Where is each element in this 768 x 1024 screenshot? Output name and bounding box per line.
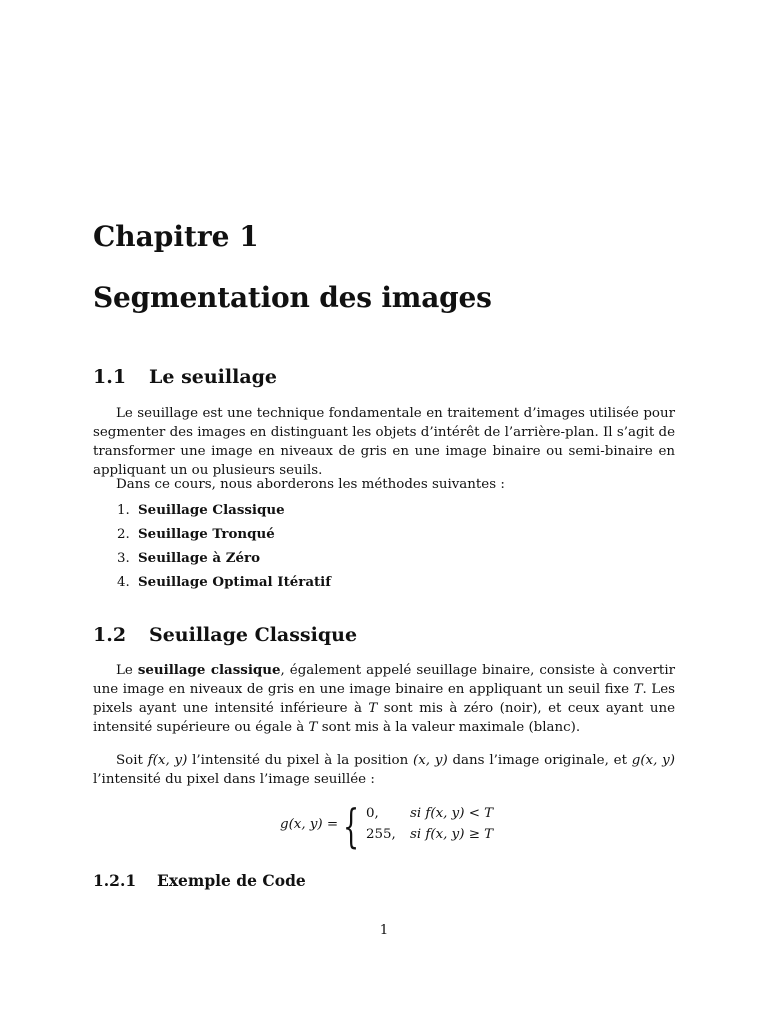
section-number: 1.1 xyxy=(93,366,127,388)
threshold-equation xyxy=(280,799,510,853)
text-run: sont mis à la valeur maximale (blanc). xyxy=(317,720,581,735)
chapter-label: Chapitre 1 xyxy=(93,220,259,253)
left-brace-icon: { xyxy=(343,799,360,853)
case-value: 0, xyxy=(366,806,379,821)
case-value: 255, xyxy=(366,827,396,842)
text-run: sont mis à zéro (noir), et ceux ayant une intensité supérieure ou égale à xyxy=(93,701,675,735)
text-run: l’intensité du pixel à la position xyxy=(187,753,414,768)
methods-intro: Dans ce cours, nous aborderons les méthodes suivantes : xyxy=(116,477,505,492)
text-run: l’intensité du pixel dans l’image seuillée : xyxy=(93,772,375,787)
chapter-title: Segmentation des images xyxy=(93,281,492,314)
section-heading-1-2 xyxy=(93,623,357,647)
list-item xyxy=(117,501,331,525)
section-heading-1-1 xyxy=(93,365,277,389)
list-number: 3. xyxy=(117,551,130,566)
text-run: , également appelé seuillage binaire, consiste à convertir une image en niveaux de gris en une image binaire en appliquant un seuil fixe xyxy=(93,663,676,697)
section-number: 1.2 xyxy=(93,624,127,646)
list-label: Seuillage à Zéro xyxy=(138,550,261,566)
section-1-1-paragraph: Le seuillage est une technique fondamentale en traitement d’images utilisée pour segmenter des images en distinguant les objets d’intérêt de l’arrière-plan. Il s’agit de transformer une image en niveaux de gris en une image binaire ou semi-binaire en appliquant un ou plusieurs seuils. xyxy=(93,406,675,478)
list-number: 1. xyxy=(117,503,130,518)
section-title: Le seuillage xyxy=(149,366,277,388)
math-symbol: T xyxy=(368,701,378,716)
equation-lhs: g(x, y) = xyxy=(280,817,339,832)
list-item xyxy=(117,573,331,597)
equation-case-1 xyxy=(366,806,493,821)
subsection-number: 1.2.1 xyxy=(93,871,137,890)
section-1-2-paragraph-1 xyxy=(93,661,675,737)
section-title: Seuillage Classique xyxy=(149,624,358,646)
text-run: dans l’image originale, et xyxy=(447,753,632,768)
case-condition: si f(x, y) ≥ T xyxy=(410,827,494,842)
math-symbol: g(x, y) xyxy=(631,753,675,768)
math-symbol: T xyxy=(308,720,318,735)
text-run: Soit xyxy=(116,753,148,768)
equation-case-2 xyxy=(366,827,493,842)
list-label: Seuillage Tronqué xyxy=(138,526,275,542)
subsection-title: Exemple de Code xyxy=(157,871,306,890)
list-label: Seuillage Optimal Itératif xyxy=(138,574,332,590)
list-item xyxy=(117,549,331,573)
list-item xyxy=(117,525,331,549)
math-symbol: (x, y) xyxy=(413,753,448,768)
case-condition: si f(x, y) < T xyxy=(410,806,494,821)
methods-list xyxy=(117,501,331,597)
bold-term: seuillage classique xyxy=(137,662,281,678)
text-run: . Les pixels ayant une intensité inférieure à xyxy=(93,682,676,716)
math-symbol: f(x, y) xyxy=(147,753,188,768)
text-run: Le xyxy=(116,663,138,678)
list-label: Seuillage Classique xyxy=(138,502,285,518)
list-number: 4. xyxy=(117,575,130,590)
page-number: 1 xyxy=(379,923,389,938)
math-symbol: T xyxy=(633,682,643,697)
section-1-2-paragraph-2 xyxy=(93,751,675,789)
subsection-heading-1-2-1 xyxy=(93,871,306,891)
list-number: 2. xyxy=(117,527,130,542)
